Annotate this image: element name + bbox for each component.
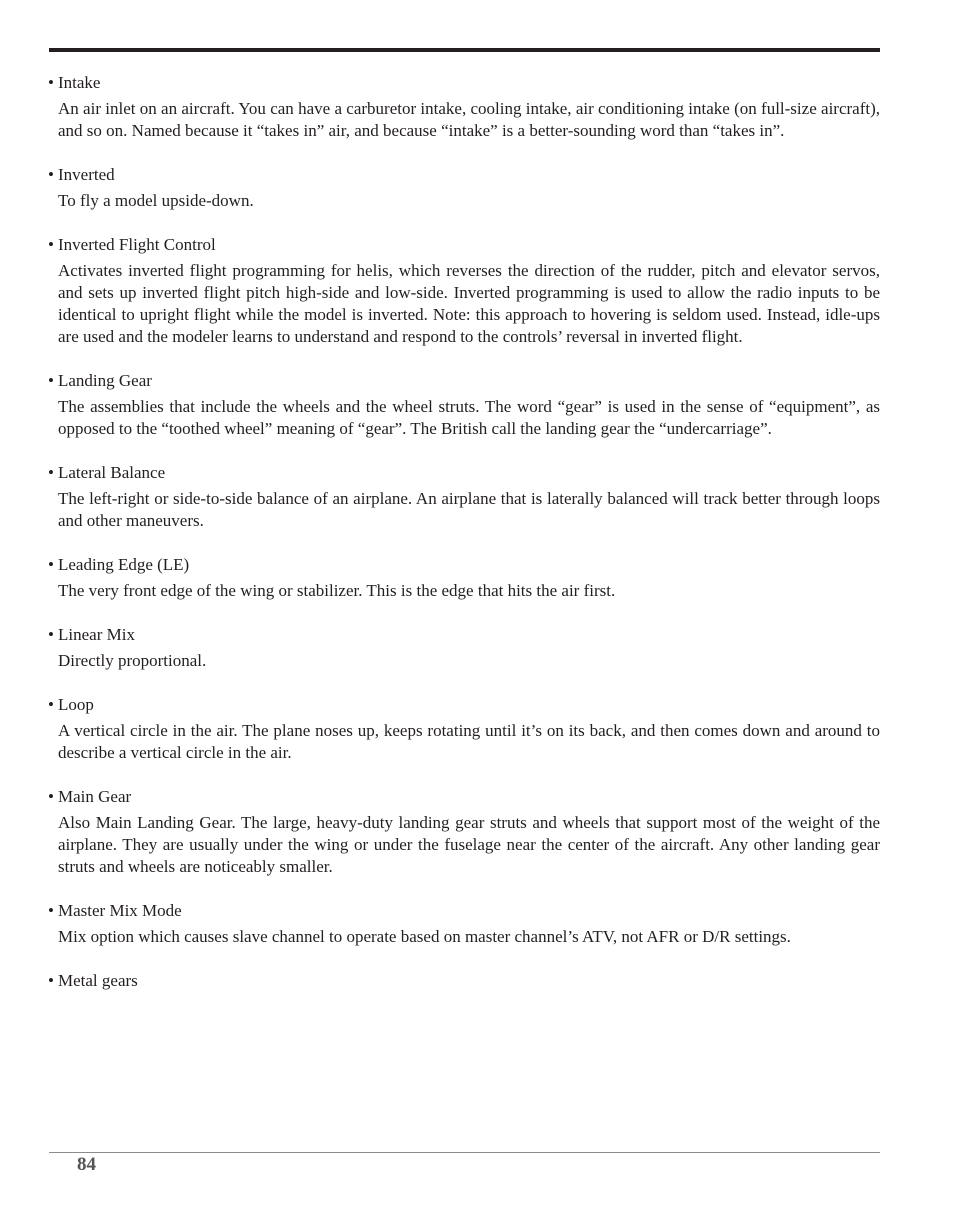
glossary-definition: The assemblies that include the wheels and the wheel struts. The word “gear” is used in the sense of “equipment”, as opposed to the “toothed wheel” meaning of “gear”. The British call the landing gear the “undercarriage”. — [58, 397, 880, 438]
glossary-term — [48, 462, 880, 484]
term-text: Metal gears — [58, 971, 138, 990]
glossary-list — [48, 72, 880, 1014]
term-text: Landing Gear — [58, 371, 152, 390]
bullet: • — [48, 901, 54, 920]
glossary-term — [48, 900, 880, 922]
glossary-term — [48, 786, 880, 808]
bullet: • — [48, 235, 54, 254]
term-text: Main Gear — [58, 787, 132, 806]
glossary-definition: A vertical circle in the air. The plane noses up, keeps rotating until it’s on its back, and then comes down and around to describe a vertical circle in the air. — [58, 721, 880, 762]
glossary-definition: The left-right or side-to-side balance of an airplane. An airplane that is laterally balanced will track better through loops and other maneuvers. — [58, 489, 880, 530]
glossary-term — [48, 370, 880, 392]
bullet: • — [48, 165, 54, 184]
term-text: Linear Mix — [58, 625, 135, 644]
glossary-entry — [48, 970, 880, 992]
glossary-term — [48, 694, 880, 716]
glossary-entry — [48, 462, 880, 532]
term-text: Master Mix Mode — [58, 901, 182, 920]
glossary-term — [48, 164, 880, 186]
glossary-definition: The very front edge of the wing or stabilizer. This is the edge that hits the air first. — [58, 581, 616, 600]
glossary-term — [48, 554, 880, 576]
glossary-entry — [48, 554, 880, 602]
glossary-definition: Activates inverted flight programming for helis, which reverses the direction of the rudder, pitch and elevator servos, and sets up inverted flight pitch high-side and low-side. Inverted programming is used to allow the radio inputs to be identical to upright flight while the model is inverted. Note: this approach to hovering is seldom used. Instead, idle-ups are used and the modeler learns to understand and respond to the controls’ reversal in inverted flight. — [58, 261, 880, 346]
bullet: • — [48, 463, 54, 482]
glossary-entry — [48, 624, 880, 672]
bullet: • — [48, 555, 54, 574]
term-text: Loop — [58, 695, 94, 714]
bullet: • — [48, 971, 54, 990]
term-text: Intake — [58, 73, 101, 92]
glossary-definition: Also Main Landing Gear. The large, heavy-duty landing gear struts and wheels that support most of the weight of the airplane. They are usually under the wing or under the fuselage near the center of the aircraft. Any other landing gear struts and wheels are noticeably smaller. — [58, 813, 880, 876]
glossary-definition: Mix option which causes slave channel to operate based on master channel’s ATV, not AFR or D/R settings. — [58, 927, 791, 946]
glossary-term — [48, 970, 880, 992]
term-text: Inverted — [58, 165, 115, 184]
glossary-definition: An air inlet on an aircraft. You can have a carburetor intake, cooling intake, air conditioning intake (on full-size aircraft), and so on. Named because it “takes in” air, and because “intake” is a better-sounding word than “takes in”. — [58, 99, 880, 140]
term-text: Inverted Flight Control — [58, 235, 216, 254]
glossary-entry — [48, 234, 880, 348]
glossary-entry — [48, 694, 880, 764]
glossary-term — [48, 72, 880, 94]
term-text: Lateral Balance — [58, 463, 166, 482]
glossary-definition: Directly proportional. — [58, 651, 207, 670]
bullet: • — [48, 787, 54, 806]
glossary-term — [48, 234, 880, 256]
glossary-entry — [48, 900, 880, 948]
term-text: Leading Edge (LE) — [58, 555, 190, 574]
bullet: • — [48, 73, 54, 92]
glossary-term — [48, 624, 880, 646]
glossary-entry — [48, 370, 880, 440]
page-number: 84 — [77, 1154, 96, 1175]
bullet: • — [48, 625, 54, 644]
glossary-entry — [48, 164, 880, 212]
bottom-rule — [49, 1152, 880, 1153]
glossary-entry — [48, 72, 880, 142]
glossary-entry — [48, 786, 880, 878]
bullet: • — [48, 695, 54, 714]
glossary-definition: To fly a model upside-down. — [58, 191, 254, 210]
bullet: • — [48, 371, 54, 390]
top-rule — [49, 48, 880, 52]
